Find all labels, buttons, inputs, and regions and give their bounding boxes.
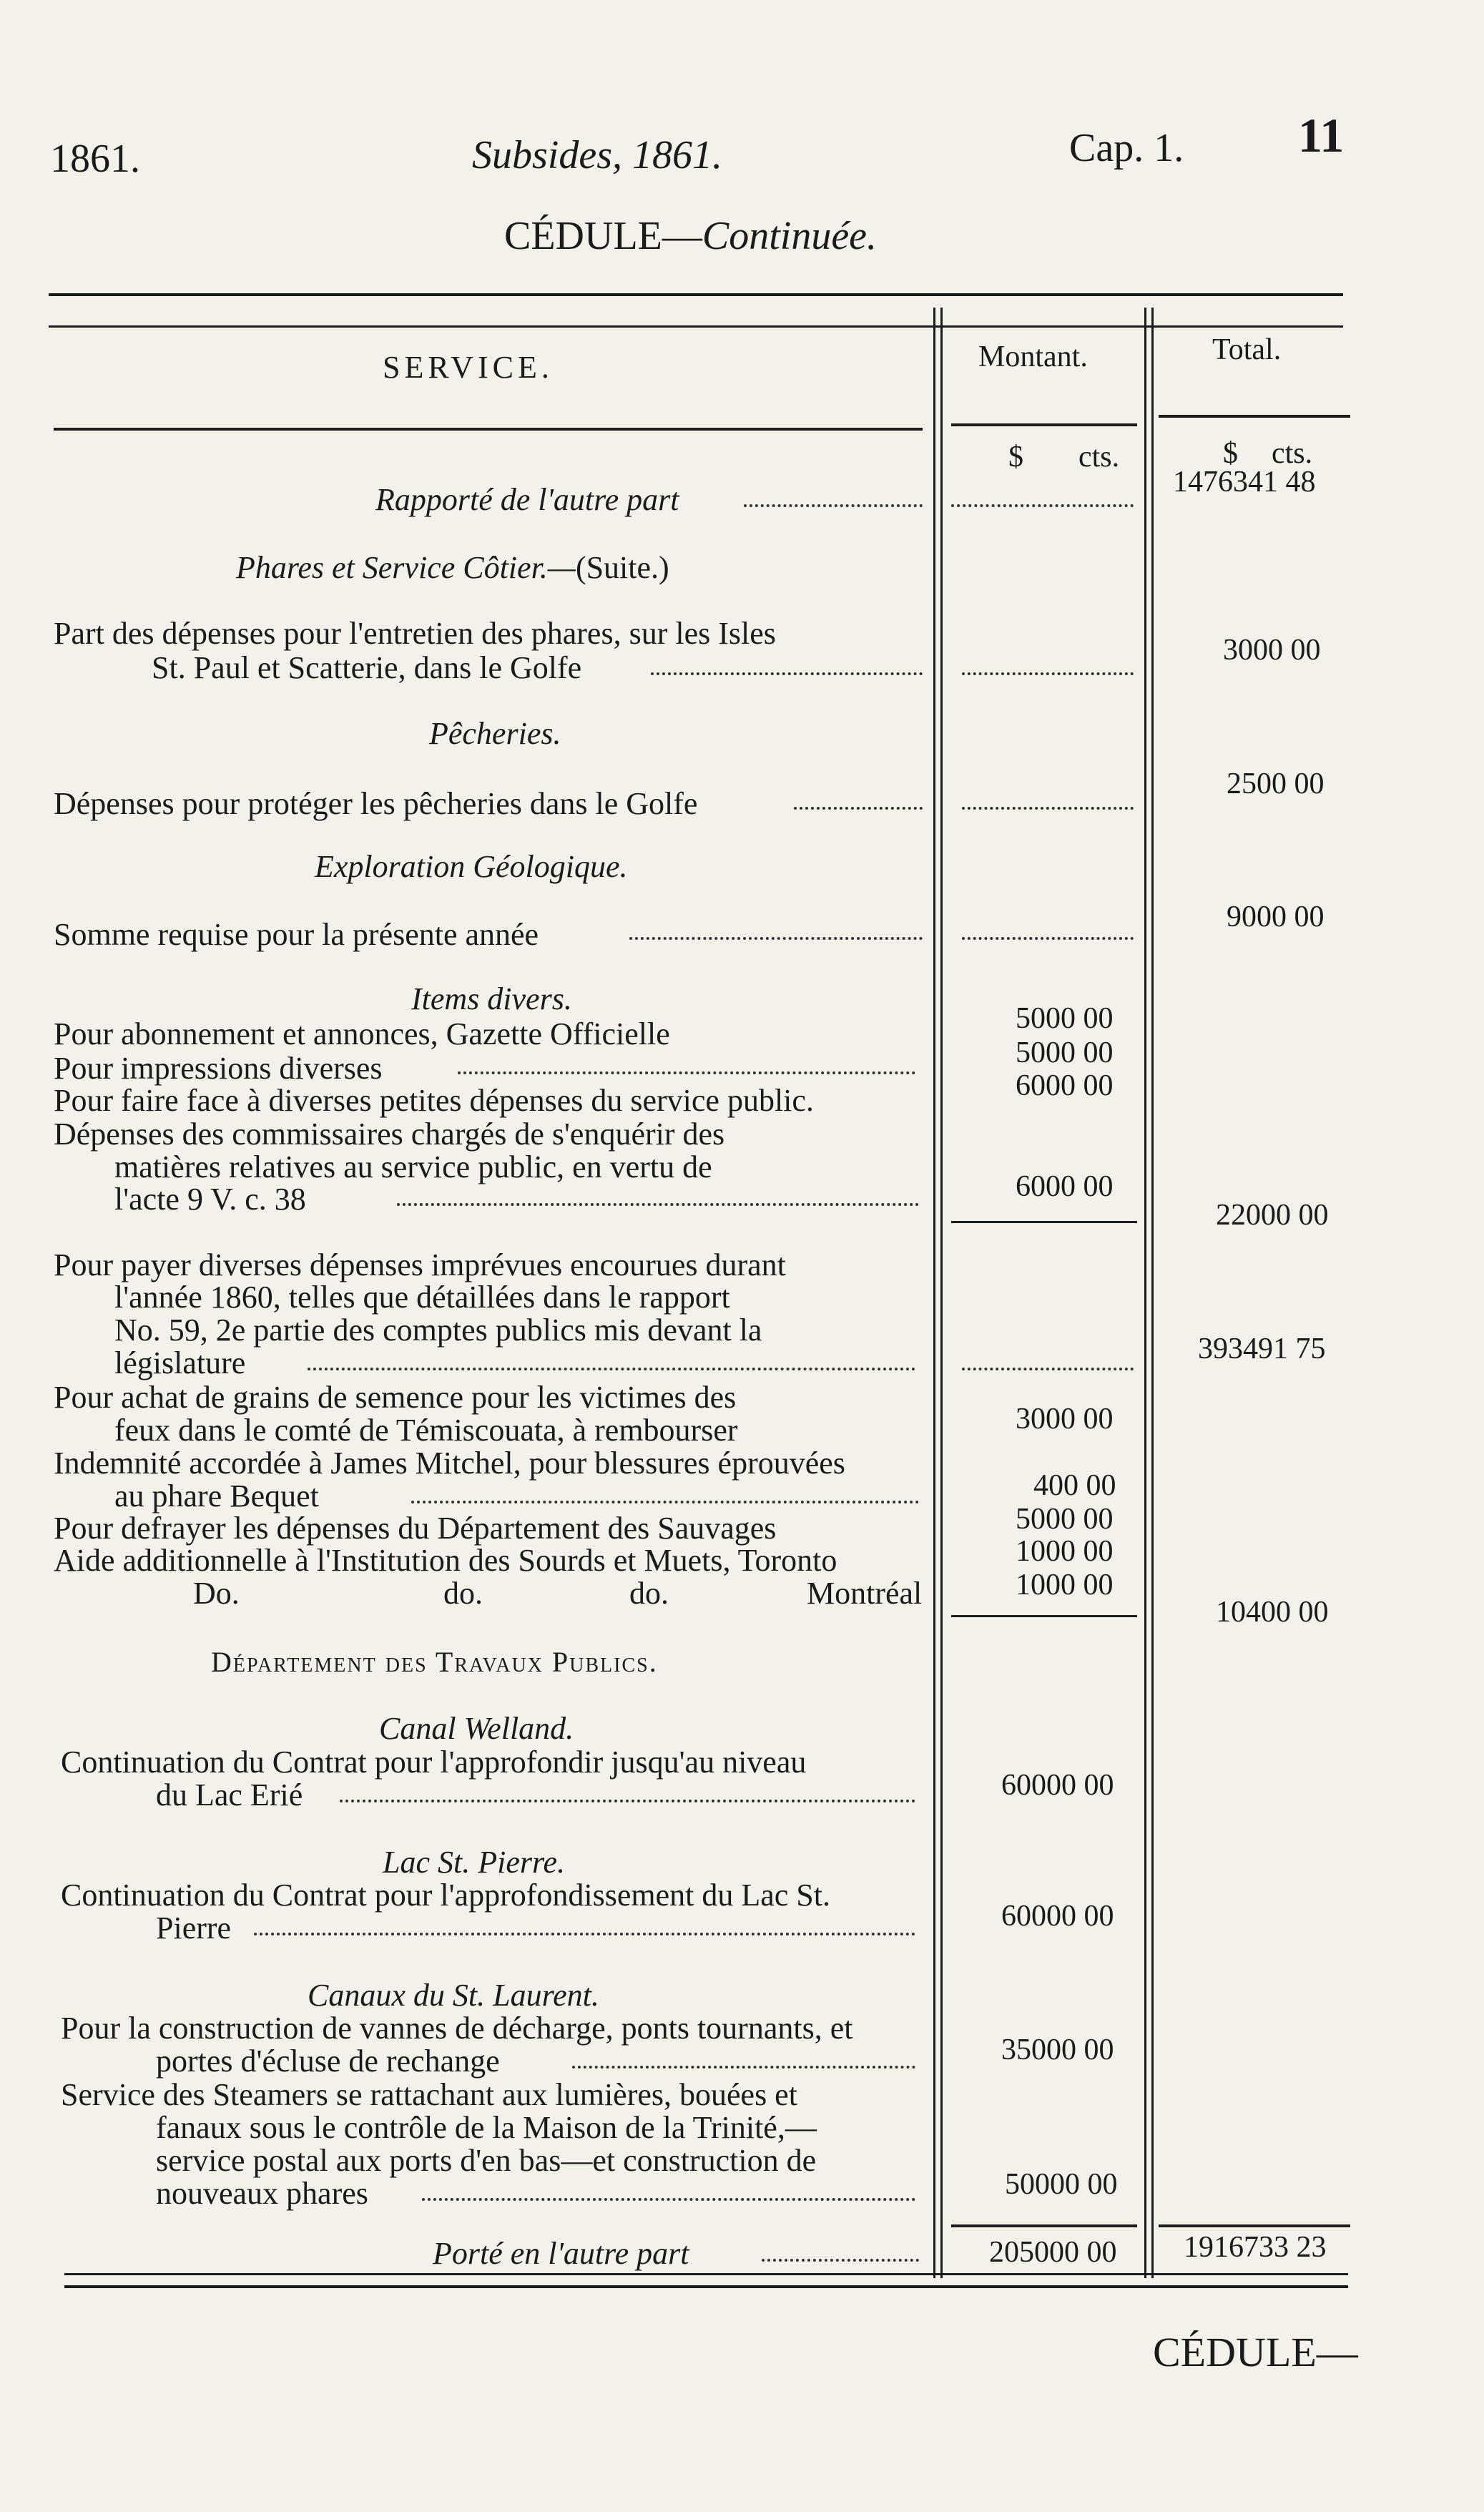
- leader-dots: [762, 2259, 919, 2262]
- section-heading-welland: Canal Welland.: [379, 1711, 574, 1746]
- top-rule-2: [49, 325, 1343, 328]
- geologique-total: 9000 00: [1227, 901, 1325, 933]
- laurent-line-1: Pour la construction de vannes de décharge, ponts tournants, et: [61, 2011, 853, 2046]
- ditto-2: do.: [443, 1576, 483, 1611]
- imprevues-line-2: l'année 1860, telles que détaillées dans le rapport: [114, 1280, 730, 1315]
- leader-dots: [458, 1071, 915, 1074]
- column-divider-2: [940, 308, 943, 2278]
- imprevues-total: 393491 75: [1198, 1333, 1326, 1365]
- geologique-line-1: Somme requise pour la présente année: [54, 917, 539, 952]
- section-heading-pierre: Lac St. Pierre.: [383, 1845, 565, 1880]
- column-header-total: Total.: [1212, 333, 1282, 366]
- steamers-line-1: Service des Steamers se rattachant aux lumières, bouées et: [61, 2077, 797, 2112]
- divers-amount-1: 5000 00: [1016, 1002, 1114, 1035]
- header-rule-service: [54, 428, 923, 431]
- leader-dots: [962, 937, 1134, 940]
- carried-forward-label: Porté en l'autre part: [433, 2236, 689, 2271]
- divers-line-4b: matières relatives au service public, en vertu de: [114, 1149, 712, 1184]
- mitchel-line-2: au phare Bequet: [114, 1478, 319, 1513]
- divers-amount-4: 6000 00: [1016, 1170, 1114, 1203]
- phares-line-2: St. Paul et Scatterie, dans le Golfe: [152, 650, 582, 685]
- leader-dots: [962, 807, 1134, 810]
- unit-dollar-montant: $: [1008, 441, 1023, 474]
- leader-dots: [962, 672, 1134, 675]
- unit-cents-montant: cts.: [1078, 441, 1120, 474]
- laurent-amount: 35000 00: [1001, 2033, 1114, 2066]
- steamers-line-3: service postal aux ports d'en bas—et construction de: [156, 2143, 817, 2178]
- column-divider-1: [933, 308, 935, 2278]
- welland-line-2: du Lac Erié: [156, 1777, 303, 1812]
- subtotal-rule: [951, 1221, 1137, 1223]
- section-heading-pecheries: Pêcheries.: [429, 716, 561, 751]
- column-header-service: SERVICE.: [383, 350, 554, 385]
- divers-line-1: Pour abonnement et annonces, Gazette Officielle: [54, 1016, 670, 1051]
- leader-dots: [308, 1368, 915, 1370]
- pierre-line-2: Pierre: [156, 1910, 232, 1946]
- laurent-line-2: portes d'écluse de rechange: [156, 2044, 500, 2079]
- page-number: 11: [1298, 108, 1345, 162]
- header-rule-total: [1159, 415, 1350, 418]
- bottom-rule-2: [64, 2285, 1348, 2288]
- leader-dots: [794, 807, 923, 810]
- unit-dollar-total: $: [1223, 437, 1238, 470]
- steamers-amount: 50000 00: [1005, 2168, 1118, 2201]
- leader-dots: [629, 937, 923, 940]
- steamers-line-4: nouveaux phares: [156, 2176, 368, 2211]
- pecheries-total: 2500 00: [1227, 767, 1325, 800]
- unit-cents-total: cts.: [1272, 437, 1313, 470]
- montreal-amount: 1000 00: [1016, 1569, 1114, 1601]
- ditto-3: do.: [629, 1576, 669, 1611]
- bottom-rule-1: [64, 2273, 1348, 2275]
- phares-line-1: Part des dépenses pour l'entretien des phares, sur les Isles: [54, 616, 776, 651]
- running-title: Subsides, 1861.: [472, 133, 722, 177]
- divers-line-2: Pour impressions diverses: [54, 1051, 383, 1086]
- leader-dots: [951, 504, 1134, 507]
- grains-line-1: Pour achat de grains de semence pour les victimes des: [54, 1380, 737, 1415]
- divers-amount-3: 6000 00: [1016, 1069, 1114, 1102]
- leader-dots: [572, 2066, 915, 2069]
- pierre-line-1: Continuation du Contrat pour l'approfondissement du Lac St.: [61, 1878, 831, 1913]
- brought-forward-label: Rapporté de l'autre part: [375, 482, 679, 517]
- sourds-amount: 1000 00: [1016, 1535, 1114, 1568]
- section-heading-travaux: Département des Travaux Publics.: [211, 1646, 658, 1678]
- divers-line-3: Pour faire face à diverses petites dépenses du service public.: [54, 1083, 814, 1118]
- sourds-line: Aide additionnelle à l'Institution des Sourds et Muets, Toronto: [54, 1543, 837, 1578]
- misc-total: 10400 00: [1216, 1596, 1329, 1629]
- brought-forward-total: 1476341 48: [1173, 466, 1316, 499]
- ditto-1: Do.: [193, 1576, 240, 1611]
- leader-dots: [744, 504, 923, 507]
- leader-dots: [962, 1368, 1134, 1370]
- carried-forward-montant: 205000 00: [989, 2236, 1117, 2269]
- subtotal-rule: [951, 1615, 1137, 1617]
- header-rule-montant: [951, 423, 1137, 426]
- total-rule-total: [1159, 2224, 1350, 2227]
- divers-amount-2: 5000 00: [1016, 1036, 1114, 1069]
- grains-amount: 3000 00: [1016, 1403, 1114, 1436]
- leader-dots: [422, 2198, 915, 2201]
- imprevues-line-3: No. 59, 2e partie des comptes publics mis devant la: [114, 1313, 762, 1348]
- welland-line-1: Continuation du Contrat pour l'approfondir jusqu'au niveau: [61, 1745, 807, 1780]
- section-heading-divers: Items divers.: [411, 981, 572, 1016]
- schedule-title: CÉDULE—Continuée.: [504, 214, 878, 258]
- leader-dots: [254, 1933, 915, 1935]
- section-heading-phares: Phares et Service Côtier.—(Suite.): [236, 550, 669, 585]
- leader-dots: [340, 1800, 915, 1802]
- header-year: 1861.: [50, 137, 140, 181]
- mitchel-amount: 400 00: [1033, 1469, 1116, 1502]
- imprevues-line-4: législature: [114, 1345, 246, 1380]
- montreal-label: Montréal: [807, 1576, 923, 1611]
- divers-total: 22000 00: [1216, 1199, 1329, 1232]
- welland-amount: 60000 00: [1001, 1769, 1114, 1802]
- chapter-label: Cap. 1.: [1069, 126, 1184, 170]
- sauvages-line: Pour defrayer les dépenses du Département des Sauvages: [54, 1511, 777, 1546]
- phares-total: 3000 00: [1223, 634, 1321, 667]
- divers-line-4a: Dépenses des commissaires chargés de s'enquérir des: [54, 1117, 725, 1152]
- pierre-amount: 60000 00: [1001, 1900, 1114, 1933]
- column-header-montant: Montant.: [978, 340, 1088, 373]
- top-rule-1: [49, 293, 1343, 296]
- section-heading-geologique: Exploration Géologique.: [315, 849, 628, 884]
- catchword: CÉDULE—: [1153, 2329, 1358, 2375]
- pecheries-line-1: Dépenses pour protéger les pêcheries dans le Golfe: [54, 786, 698, 821]
- steamers-line-2: fanaux sous le contrôle de la Maison de la Trinité,—: [156, 2110, 817, 2145]
- carried-forward-total: 1916733 23: [1184, 2231, 1327, 2264]
- imprevues-line-1: Pour payer diverses dépenses imprévues encourues durant: [54, 1247, 786, 1282]
- leader-dots: [651, 672, 923, 675]
- column-divider-4: [1151, 308, 1154, 2278]
- grains-line-2: feux dans le comté de Témiscouata, à rembourser: [114, 1413, 738, 1448]
- total-rule-montant: [951, 2224, 1137, 2227]
- sauvages-amount: 5000 00: [1016, 1503, 1114, 1536]
- section-heading-laurent: Canaux du St. Laurent.: [308, 1978, 599, 2013]
- leader-dots: [411, 1501, 919, 1503]
- mitchel-line-1: Indemnité accordée à James Mitchel, pour blessures éprouvées: [54, 1446, 845, 1481]
- column-divider-3: [1144, 308, 1146, 2278]
- leader-dots: [397, 1203, 919, 1206]
- divers-line-4c: l'acte 9 V. c. 38: [114, 1182, 306, 1217]
